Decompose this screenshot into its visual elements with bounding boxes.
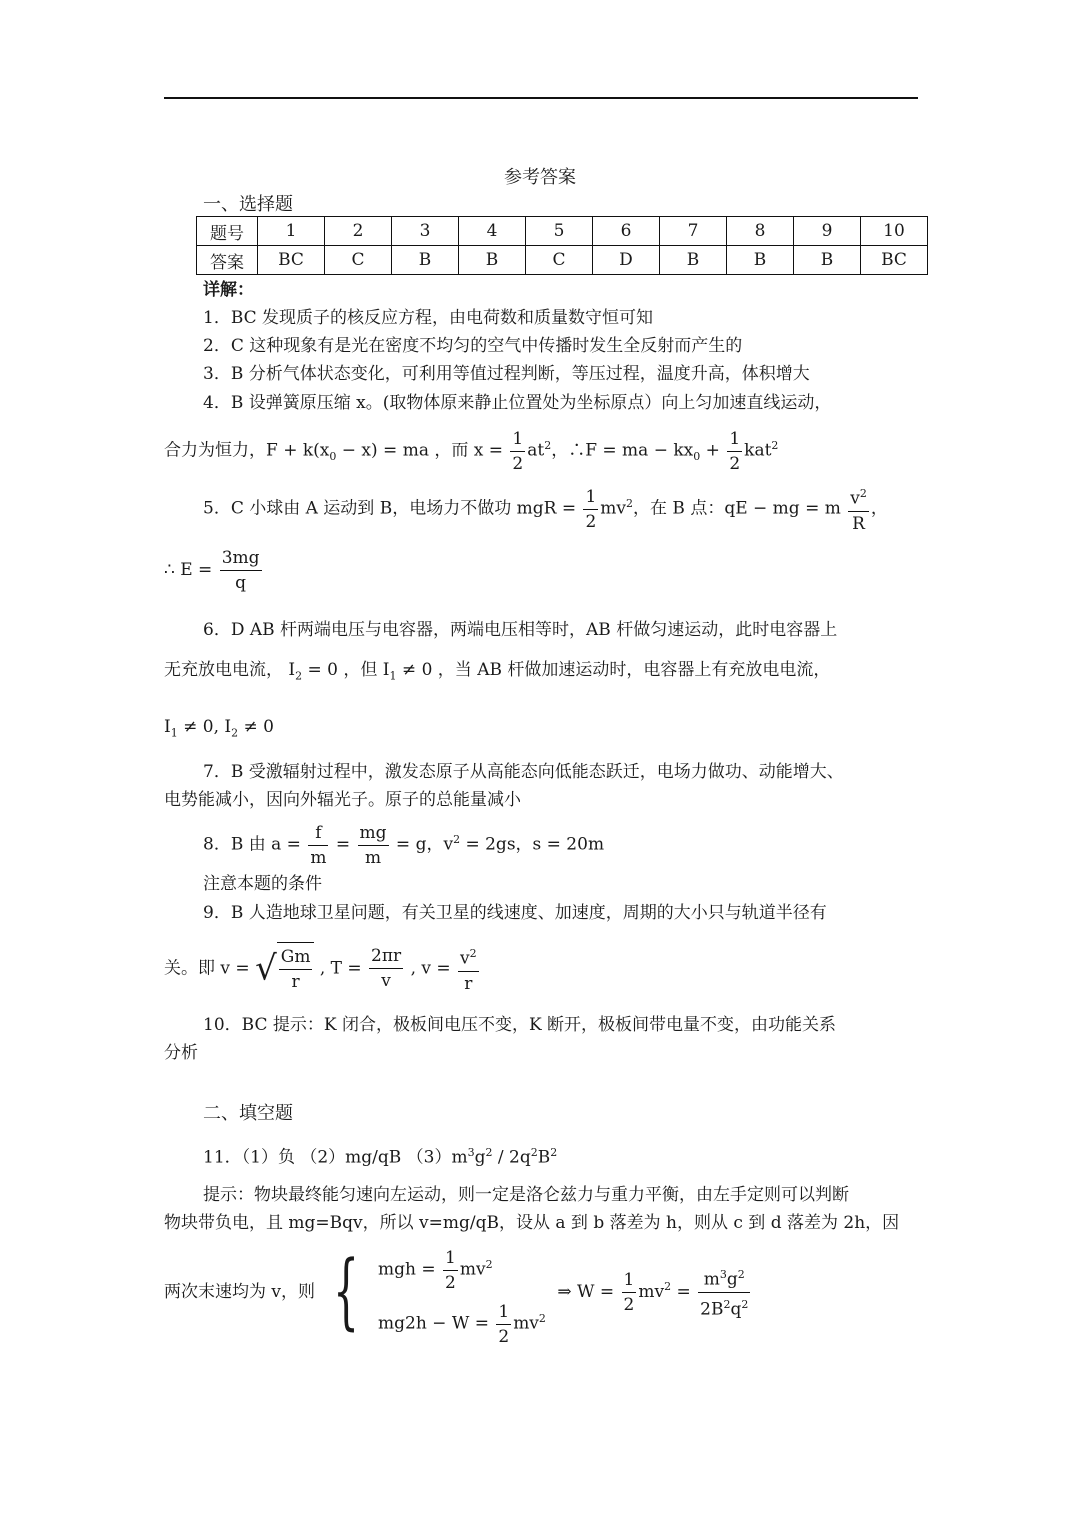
formula-text: = g，v [395,834,454,855]
table-cell: 7 [660,217,727,246]
fraction [848,482,869,536]
fraction [458,942,479,996]
formula-text: mv [513,1313,539,1334]
formula-text: 合力为恒力，F + k(x [164,440,330,461]
answer-5-formula [203,480,888,536]
hint-line2: 物块带负电，且 mg=Bqv，所以 v=mg/qB，设从 a 到 b 落差为 h，则从 c 到 d 落差为 2h，因 [164,1213,900,1233]
answer-5-result [164,546,264,595]
answer-3: 3．B 分析气体状态变化，可利用等值过程判断，等压过程，温度升高，体积增大 [203,364,810,384]
subscript: 0 [329,450,337,464]
table-cell: 3 [392,217,459,246]
answer-table [196,216,928,275]
fraction [308,821,328,870]
formula-text: = 0 ，但 I [302,660,390,680]
table-cell: C [526,246,593,275]
formula-text: mv [638,1282,665,1302]
numerator: 1 [622,1268,637,1293]
superscript: 2 [530,1146,538,1159]
denominator: m [310,847,327,868]
fraction [279,945,313,994]
formula-text: mg2h − W = [378,1313,489,1334]
formula-text: = [676,1282,691,1302]
numerator: 1 [510,427,525,452]
denominator: 2 [623,1294,635,1315]
table-cell: B [660,246,727,275]
numerator: Gm [279,945,313,970]
table-cell: 5 [526,217,593,246]
square-root [255,942,314,995]
answer-7-line2: 电势能减小，因向外辐光子。原子的总能量减小 [164,790,521,810]
answer-10-line2: 分析 [164,1043,198,1063]
numerator: mg [358,821,389,846]
superscript: 2 [664,1279,672,1293]
formula-text: mgh = [378,1259,436,1280]
table-cell: 1 [258,217,325,246]
superscript: 3 [467,1146,475,1159]
answer-6-line3 [164,716,274,744]
fraction [443,1246,458,1295]
formula-text: , T = [319,958,362,979]
superscript: 3 [719,1267,727,1281]
denominator: 2 [585,511,597,532]
numerator: f [308,821,328,846]
formula-text: ≠ 0 [238,717,274,737]
table-row [197,246,928,275]
numerator: 1 [583,485,598,510]
numerator [458,942,479,972]
denominator: 2 [729,453,741,474]
superscript: 2 [485,1258,493,1271]
formula-text: I [164,717,171,737]
section-heading-choice: 一、选择题 [203,194,293,215]
subscript: 2 [295,669,303,683]
formula-text: ⇒ W = [557,1282,615,1302]
superscript: 2 [771,439,779,452]
table-cell: 8 [727,217,794,246]
table-row-head: 题号 [197,217,258,246]
superscript: 2 [469,947,477,960]
formula-text: v [460,948,470,969]
fraction [358,821,389,870]
answer-6-line1: 6．D AB 杆两端电压与电容器，两端电压相等时，AB 杆做匀速运动，此时电容器上 [203,620,838,640]
formula-text: mv [600,498,627,519]
system-row [378,1299,546,1347]
denominator: r [464,973,473,994]
denominator: m [364,847,382,868]
table-cell: 9 [794,217,861,246]
fraction [496,1300,511,1349]
answer-9-formula [164,942,481,996]
formula-text: / 2q [492,1147,531,1168]
fraction [369,944,403,993]
formula-text: 两次末速均为 v，则 [164,1282,316,1302]
fraction [220,546,262,595]
superscript: 2 [741,1297,749,1311]
subscript: 1 [389,669,397,683]
numerator: 1 [443,1246,458,1271]
fraction [698,1263,750,1321]
hint-line1: 提示：物块最终能匀速向左运动，则一定是洛仑兹力与重力平衡，由左手定则可以判断 [203,1185,849,1205]
fraction [583,485,598,534]
denominator: 2 [498,1326,510,1347]
table-cell: C [325,246,392,275]
answer-11 [203,1142,557,1169]
superscript: 2 [544,439,552,452]
formula-text: 8．B 由 a = [203,834,301,855]
superscript: 2 [550,1146,558,1159]
formula-text: ∴ E = [164,560,213,580]
subscript: 1 [170,726,178,740]
answer-4-formula [164,422,778,481]
formula-text: mv [459,1259,486,1280]
answer-10-line1: 10．BC 提示：K 闭合，极板间电压不变，K 断开，极板间带电量不变，由功能关系 [203,1015,837,1035]
formula-text: ≠ 0, I [177,717,232,737]
table-cell: B [727,246,794,275]
formula-text: 5．C 小球由 A 运动到 B，电场力不做功 mgR = [203,498,577,519]
system-row [378,1245,546,1293]
formula-text: kat [744,440,772,461]
denominator [698,1293,750,1322]
formula-text: q [730,1299,742,1320]
table-cell: 6 [593,217,660,246]
subscript: 2 [231,726,239,740]
formula-text: m [703,1269,720,1290]
answer-6-line2 [164,659,830,687]
table-cell: BC [861,246,928,275]
page-title: 参考答案 [504,167,576,188]
brace-icon: { [333,1244,360,1339]
equation-system [378,1245,546,1347]
superscript: 2 [737,1267,745,1281]
answer-8-formula [203,816,604,870]
denominator: r [291,972,300,993]
radical-sign-icon: √ [255,948,277,989]
subscript: 0 [693,450,701,464]
fraction [727,427,742,476]
denominator: 2 [512,453,524,474]
superscript: 2 [859,487,867,501]
numerator: 3mg [220,546,262,571]
formula-text: g [474,1147,486,1168]
denominator: R [852,513,865,534]
table-cell: 10 [861,217,928,246]
denominator: v [381,971,391,992]
table-cell: B [392,246,459,275]
formula-text: ， [870,498,888,519]
numerator: 2πr [369,944,403,969]
numerator: 1 [727,427,742,452]
formula-text: B [537,1147,551,1168]
numerator: 1 [496,1300,511,1325]
superscript: 2 [723,1297,731,1311]
formula-text: − x) = ma ，而 x = [336,440,503,461]
formula-text: ≠ 0 ，当 AB 杆做加速运动时，电容器上有充放电电流， [396,660,831,680]
formula-text: at [527,440,545,461]
superscript: 2 [626,497,634,510]
table-cell: 2 [325,217,392,246]
denominator: q [235,573,247,593]
table-cell: BC [258,246,325,275]
answer-2: 2．C 这种现象有是光在密度不均匀的空气中传播时发生全反射而产生的 [203,336,743,356]
answer-4-line1: 4．B 设弹簧原压缩 x。(取物体原来静止位置处为坐标原点）向上匀加速直线运动， [203,393,832,413]
answer-9-line1: 9．B 人造地球卫星问题，有关卫星的线速度、加速度，周期的大小只与轨道半径有 [203,903,827,923]
formula-text: + [700,440,720,461]
table-row [197,217,928,246]
denominator: 2 [445,1272,456,1293]
section-heading-fill: 二、填空题 [203,1103,293,1124]
superscript: 2 [538,1312,546,1325]
numerator [848,482,869,512]
radicand [277,942,315,995]
numerator [698,1263,750,1293]
hint-system [164,1245,752,1345]
formula-text: 11．（1）负 （2）mg/qB （3）m [203,1147,468,1168]
formula-text: ，∴F = ma − kx [551,440,694,461]
formula-text: 2B [700,1299,724,1320]
formula-text: , v = [410,958,451,979]
table-row-head: 答案 [197,246,258,275]
table-cell: B [459,246,526,275]
answer-1: 1．BC 发现质子的核反应方程，由电荷数和质量数守恒可知 [203,308,654,328]
formula-text: 关。即 v = [164,958,250,979]
formula-text: v [850,488,860,509]
table-cell: D [593,246,660,275]
fraction [510,427,525,476]
superscript: 2 [453,833,461,846]
top-rule [164,97,918,99]
formula-text: g [726,1269,738,1290]
table-cell: 4 [459,217,526,246]
formula-text: 无充放电电流， I [164,660,296,680]
answer-8-note: 注意本题的条件 [203,874,322,894]
formula-text: ，在 B 点：qE − mg = m [633,498,841,519]
formula-text: = [335,834,351,855]
superscript: 2 [485,1146,493,1159]
table-cell: B [794,246,861,275]
detail-label: 详解： [203,280,254,300]
fraction [622,1268,637,1317]
formula-text: = 2gs，s = 20m [460,834,605,855]
answer-7-line1: 7．B 受激辐射过程中，激发态原子从高能态向低能态跃迁，电场力做功、动能增大、 [203,762,844,782]
